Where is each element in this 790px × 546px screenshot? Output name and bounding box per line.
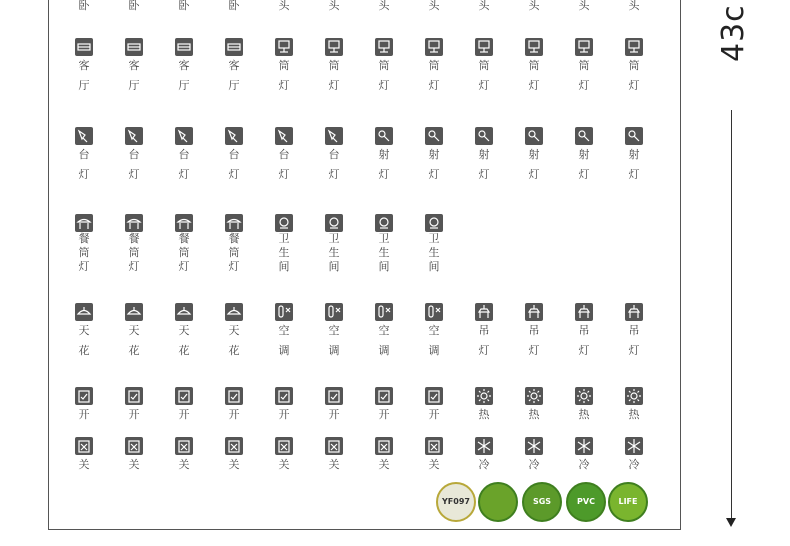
sticker-cell (71, 387, 97, 425)
on-check-icon (375, 387, 393, 405)
cell-character: 间 (328, 260, 340, 273)
cell-character: 头 (578, 0, 590, 12)
cell-character: 关 (178, 458, 190, 471)
cell-character: 灯 (278, 79, 290, 92)
cell-character: 开 (428, 408, 440, 421)
sgs-badge (522, 482, 562, 522)
cell-character: 空 (278, 324, 290, 337)
sticker-cell (121, 214, 147, 274)
sticker-cell (421, 214, 447, 274)
cell-character: 餐 (128, 232, 140, 245)
heat-sun-icon (575, 387, 593, 405)
off-cross-icon (425, 437, 443, 455)
dining-light-icon (75, 214, 93, 232)
green-life-badge (608, 482, 648, 522)
cell-character: 花 (78, 344, 90, 357)
downlight-icon (425, 38, 443, 56)
air-conditioner-icon (375, 303, 393, 321)
cell-character: 灯 (578, 344, 590, 357)
cell-character: 客 (178, 59, 190, 72)
cell-character: 头 (528, 0, 540, 12)
cell-character: 筒 (78, 246, 90, 259)
cell-character: 吊 (578, 324, 590, 337)
top-row-label (371, 0, 397, 12)
sticker-cell (271, 437, 297, 475)
desk-lamp-icon (75, 127, 93, 145)
cell-character: 筒 (628, 59, 640, 72)
cell-character: 关 (228, 458, 240, 471)
sticker-cell (321, 214, 347, 274)
air-conditioner-icon (325, 303, 343, 321)
cell-character: 开 (128, 408, 140, 421)
cell-character: 天 (78, 324, 90, 337)
cell-character: 花 (178, 344, 190, 357)
sticker-cell (621, 303, 647, 361)
sticker-cell (271, 127, 297, 185)
cell-character: 吊 (478, 324, 490, 337)
cell-character: 灯 (578, 168, 590, 181)
sticker-cell (271, 303, 297, 361)
sticker-cell (171, 214, 197, 274)
sticker-cell (571, 387, 597, 425)
desk-lamp-icon (175, 127, 193, 145)
sticker-cell (221, 437, 247, 475)
on-check-icon (225, 387, 243, 405)
heat-sun-icon (475, 387, 493, 405)
cell-character: 间 (278, 260, 290, 273)
cell-character: 筒 (528, 59, 540, 72)
sticker-cell (421, 387, 447, 425)
cell-character: 筒 (178, 246, 190, 259)
cell-character: 射 (628, 148, 640, 161)
cell-character: 关 (78, 458, 90, 471)
desk-lamp-icon (275, 127, 293, 145)
badge-text: PVC (577, 497, 595, 506)
sticker-cell (71, 127, 97, 185)
sticker-cell (421, 437, 447, 475)
cell-character: 射 (578, 148, 590, 161)
cell-character: 射 (478, 148, 490, 161)
cell-character: 厅 (228, 79, 240, 92)
desk-lamp-icon (225, 127, 243, 145)
cell-character: 关 (328, 458, 340, 471)
cell-character: 热 (578, 408, 590, 421)
cell-character: 筒 (328, 59, 340, 72)
pvc-badge (566, 482, 606, 522)
dining-light-icon (225, 214, 243, 232)
cell-character: 头 (328, 0, 340, 12)
cell-character: 关 (428, 458, 440, 471)
cell-character: 餐 (178, 232, 190, 245)
top-row-label (71, 0, 97, 12)
cell-character: 灯 (528, 79, 540, 92)
spotlight-icon (525, 127, 543, 145)
ceiling-light-icon (225, 303, 243, 321)
cell-character: 厅 (178, 79, 190, 92)
sticker-cell (371, 303, 397, 361)
sticker-cell (221, 387, 247, 425)
cell-character: 台 (178, 148, 190, 161)
sticker-cell (621, 387, 647, 425)
cell-character: 灯 (278, 168, 290, 181)
sticker-cell (221, 127, 247, 185)
spotlight-icon (475, 127, 493, 145)
cell-character: 厅 (78, 79, 90, 92)
cell-character: 台 (78, 148, 90, 161)
cell-character: 灯 (528, 168, 540, 181)
cell-character: 灯 (428, 79, 440, 92)
cell-character: 头 (278, 0, 290, 12)
top-row-label (571, 0, 597, 12)
bathroom-icon (275, 214, 293, 232)
cell-character: 灯 (228, 168, 240, 181)
cell-character: 开 (178, 408, 190, 421)
pendant-light-icon (475, 303, 493, 321)
cell-character: 生 (278, 246, 290, 259)
sticker-cell (371, 214, 397, 274)
cell-character: 头 (428, 0, 440, 12)
spotlight-icon (625, 127, 643, 145)
cell-character: 冷 (478, 458, 490, 471)
badge-text: YF097 (442, 497, 470, 506)
on-check-icon (75, 387, 93, 405)
badge-text: LIFE (618, 497, 638, 506)
off-cross-icon (75, 437, 93, 455)
cell-character: 天 (228, 324, 240, 337)
cell-character: 生 (378, 246, 390, 259)
sticker-cell (471, 437, 497, 475)
off-cross-icon (225, 437, 243, 455)
sticker-cell (521, 303, 547, 361)
sticker-cell (171, 303, 197, 361)
cell-character: 台 (128, 148, 140, 161)
cell-character: 筒 (228, 246, 240, 259)
sticker-cell (221, 38, 247, 96)
cell-character: 筒 (278, 59, 290, 72)
off-cross-icon (275, 437, 293, 455)
bathroom-icon (325, 214, 343, 232)
cell-character: 卫 (328, 232, 340, 245)
sticker-cell (521, 127, 547, 185)
cell-character: 射 (378, 148, 390, 161)
ceiling-light-icon (75, 303, 93, 321)
badge-text: SGS (532, 497, 552, 506)
off-cross-icon (175, 437, 193, 455)
sticker-cell (321, 387, 347, 425)
sticker-cell (571, 38, 597, 96)
sticker-cell (221, 303, 247, 361)
cell-character: 灯 (478, 79, 490, 92)
cell-character: 间 (428, 260, 440, 273)
sticker-cell (471, 387, 497, 425)
cold-snowflake-icon (575, 437, 593, 455)
spotlight-icon (375, 127, 393, 145)
sticker-cell (621, 127, 647, 185)
cell-character: 开 (78, 408, 90, 421)
desk-lamp-icon (125, 127, 143, 145)
cell-character: 灯 (478, 344, 490, 357)
cell-character: 灯 (328, 79, 340, 92)
ceiling-light-icon (125, 303, 143, 321)
downlight-icon (525, 38, 543, 56)
cell-character: 灯 (78, 168, 90, 181)
cell-character: 筒 (128, 246, 140, 259)
sticker-cell (321, 303, 347, 361)
cell-character: 关 (128, 458, 140, 471)
downlight-icon (375, 38, 393, 56)
living-room-icon (125, 38, 143, 56)
sticker-cell (521, 437, 547, 475)
sticker-cell (571, 127, 597, 185)
cell-character: 冷 (628, 458, 640, 471)
top-row-label (171, 0, 197, 12)
downlight-icon (275, 38, 293, 56)
cell-character: 卧 (128, 0, 140, 12)
cell-character: 灯 (428, 168, 440, 181)
downlight-icon (575, 38, 593, 56)
cell-character: 卫 (278, 232, 290, 245)
cell-character: 关 (278, 458, 290, 471)
on-check-icon (175, 387, 193, 405)
dimension-line (731, 110, 732, 520)
top-row-label (221, 0, 247, 12)
heat-sun-icon (625, 387, 643, 405)
cell-character: 吊 (528, 324, 540, 337)
cell-character: 卫 (428, 232, 440, 245)
downlight-icon (475, 38, 493, 56)
sticker-cell (421, 303, 447, 361)
pendant-light-icon (575, 303, 593, 321)
sticker-cell (571, 437, 597, 475)
sticker-cell (171, 387, 197, 425)
dining-light-icon (125, 214, 143, 232)
top-row-label (271, 0, 297, 12)
sticker-cell (421, 38, 447, 96)
top-row-label (521, 0, 547, 12)
cell-character: 灯 (528, 344, 540, 357)
sticker-cell (171, 127, 197, 185)
cell-character: 灯 (228, 260, 240, 273)
cell-character: 灯 (178, 168, 190, 181)
sticker-cell (71, 303, 97, 361)
cell-character: 冷 (528, 458, 540, 471)
sticker-cell (621, 437, 647, 475)
cell-character: 灯 (128, 168, 140, 181)
model-code-badge (436, 482, 476, 522)
cell-character: 天 (128, 324, 140, 337)
ceiling-light-icon (175, 303, 193, 321)
cell-character: 灯 (628, 168, 640, 181)
cell-character: 冷 (578, 458, 590, 471)
sticker-cell (271, 387, 297, 425)
cold-snowflake-icon (625, 437, 643, 455)
cell-character: 开 (378, 408, 390, 421)
dimension-label: 43c (716, 4, 751, 62)
cell-character: 筒 (578, 59, 590, 72)
sticker-cell (71, 437, 97, 475)
sticker-cell (471, 303, 497, 361)
spotlight-icon (575, 127, 593, 145)
top-row-label (421, 0, 447, 12)
cell-character: 关 (378, 458, 390, 471)
sticker-cell (321, 127, 347, 185)
cell-character: 调 (428, 344, 440, 357)
on-check-icon (325, 387, 343, 405)
cell-character: 间 (378, 260, 390, 273)
cell-character: 空 (428, 324, 440, 337)
heat-sun-icon (525, 387, 543, 405)
arrow-down-icon (726, 518, 736, 527)
cold-snowflake-icon (475, 437, 493, 455)
cell-character: 灯 (578, 79, 590, 92)
cell-character: 热 (478, 408, 490, 421)
cell-character: 客 (128, 59, 140, 72)
cell-character: 生 (428, 246, 440, 259)
sticker-cell (521, 38, 547, 96)
cell-character: 空 (328, 324, 340, 337)
cell-character: 热 (628, 408, 640, 421)
sticker-cell (71, 214, 97, 274)
sticker-cell (371, 437, 397, 475)
certification-badges (436, 482, 652, 522)
top-row-label (321, 0, 347, 12)
cell-character: 台 (328, 148, 340, 161)
sticker-cell (121, 303, 147, 361)
sticker-cell (171, 38, 197, 96)
sticker-cell (571, 303, 597, 361)
cell-character: 卫 (378, 232, 390, 245)
sticker-cell (521, 387, 547, 425)
sticker-cell (121, 38, 147, 96)
sticker-cell (371, 387, 397, 425)
green-product-badge (478, 482, 518, 522)
cell-character: 花 (228, 344, 240, 357)
cell-character: 头 (378, 0, 390, 12)
cell-character: 厅 (128, 79, 140, 92)
bathroom-icon (425, 214, 443, 232)
sticker-cell (471, 127, 497, 185)
cell-character: 客 (78, 59, 90, 72)
cell-character: 生 (328, 246, 340, 259)
cell-character: 空 (378, 324, 390, 337)
spotlight-icon (425, 127, 443, 145)
sticker-cell (471, 38, 497, 96)
top-row-label (471, 0, 497, 12)
top-row-label (121, 0, 147, 12)
air-conditioner-icon (425, 303, 443, 321)
cell-character: 客 (228, 59, 240, 72)
bathroom-icon (375, 214, 393, 232)
air-conditioner-icon (275, 303, 293, 321)
sticker-cell (371, 38, 397, 96)
cell-character: 开 (278, 408, 290, 421)
sticker-cell (221, 214, 247, 274)
cell-character: 卧 (228, 0, 240, 12)
on-check-icon (275, 387, 293, 405)
sticker-cell (321, 38, 347, 96)
dining-light-icon (175, 214, 193, 232)
cell-character: 射 (428, 148, 440, 161)
cell-character: 灯 (128, 260, 140, 273)
downlight-icon (625, 38, 643, 56)
cell-character: 灯 (178, 260, 190, 273)
cell-character: 调 (378, 344, 390, 357)
cell-character: 筒 (378, 59, 390, 72)
cell-character: 调 (278, 344, 290, 357)
cell-character: 花 (128, 344, 140, 357)
off-cross-icon (125, 437, 143, 455)
cell-character: 热 (528, 408, 540, 421)
cell-character: 头 (478, 0, 490, 12)
sticker-cell (71, 38, 97, 96)
sticker-cell (171, 437, 197, 475)
cell-character: 筒 (478, 59, 490, 72)
sticker-cell (321, 437, 347, 475)
cell-character: 台 (228, 148, 240, 161)
cell-character: 灯 (378, 79, 390, 92)
sticker-cell (121, 387, 147, 425)
cell-character: 头 (628, 0, 640, 12)
cell-character: 筒 (428, 59, 440, 72)
cell-character: 灯 (328, 168, 340, 181)
sticker-cell (421, 127, 447, 185)
cell-character: 灯 (78, 260, 90, 273)
sticker-cell (121, 437, 147, 475)
cell-character: 灯 (628, 344, 640, 357)
cold-snowflake-icon (525, 437, 543, 455)
cell-character: 射 (528, 148, 540, 161)
cell-character: 调 (328, 344, 340, 357)
cell-character: 卧 (178, 0, 190, 12)
sticker-cell (271, 38, 297, 96)
pendant-light-icon (525, 303, 543, 321)
on-check-icon (125, 387, 143, 405)
cell-character: 餐 (78, 232, 90, 245)
sticker-cell (271, 214, 297, 274)
cell-character: 吊 (628, 324, 640, 337)
cell-character: 灯 (628, 79, 640, 92)
cell-character: 餐 (228, 232, 240, 245)
cell-character: 卧 (78, 0, 90, 12)
cell-character: 天 (178, 324, 190, 337)
desk-lamp-icon (325, 127, 343, 145)
cell-character: 灯 (478, 168, 490, 181)
downlight-icon (325, 38, 343, 56)
living-room-icon (175, 38, 193, 56)
cell-character: 开 (328, 408, 340, 421)
on-check-icon (425, 387, 443, 405)
cell-character: 灯 (378, 168, 390, 181)
cell-character: 开 (228, 408, 240, 421)
off-cross-icon (325, 437, 343, 455)
sticker-cell (371, 127, 397, 185)
sticker-cell (621, 38, 647, 96)
living-room-icon (225, 38, 243, 56)
cell-character: 台 (278, 148, 290, 161)
off-cross-icon (375, 437, 393, 455)
living-room-icon (75, 38, 93, 56)
pendant-light-icon (625, 303, 643, 321)
sticker-cell (121, 127, 147, 185)
top-row-label (621, 0, 647, 12)
